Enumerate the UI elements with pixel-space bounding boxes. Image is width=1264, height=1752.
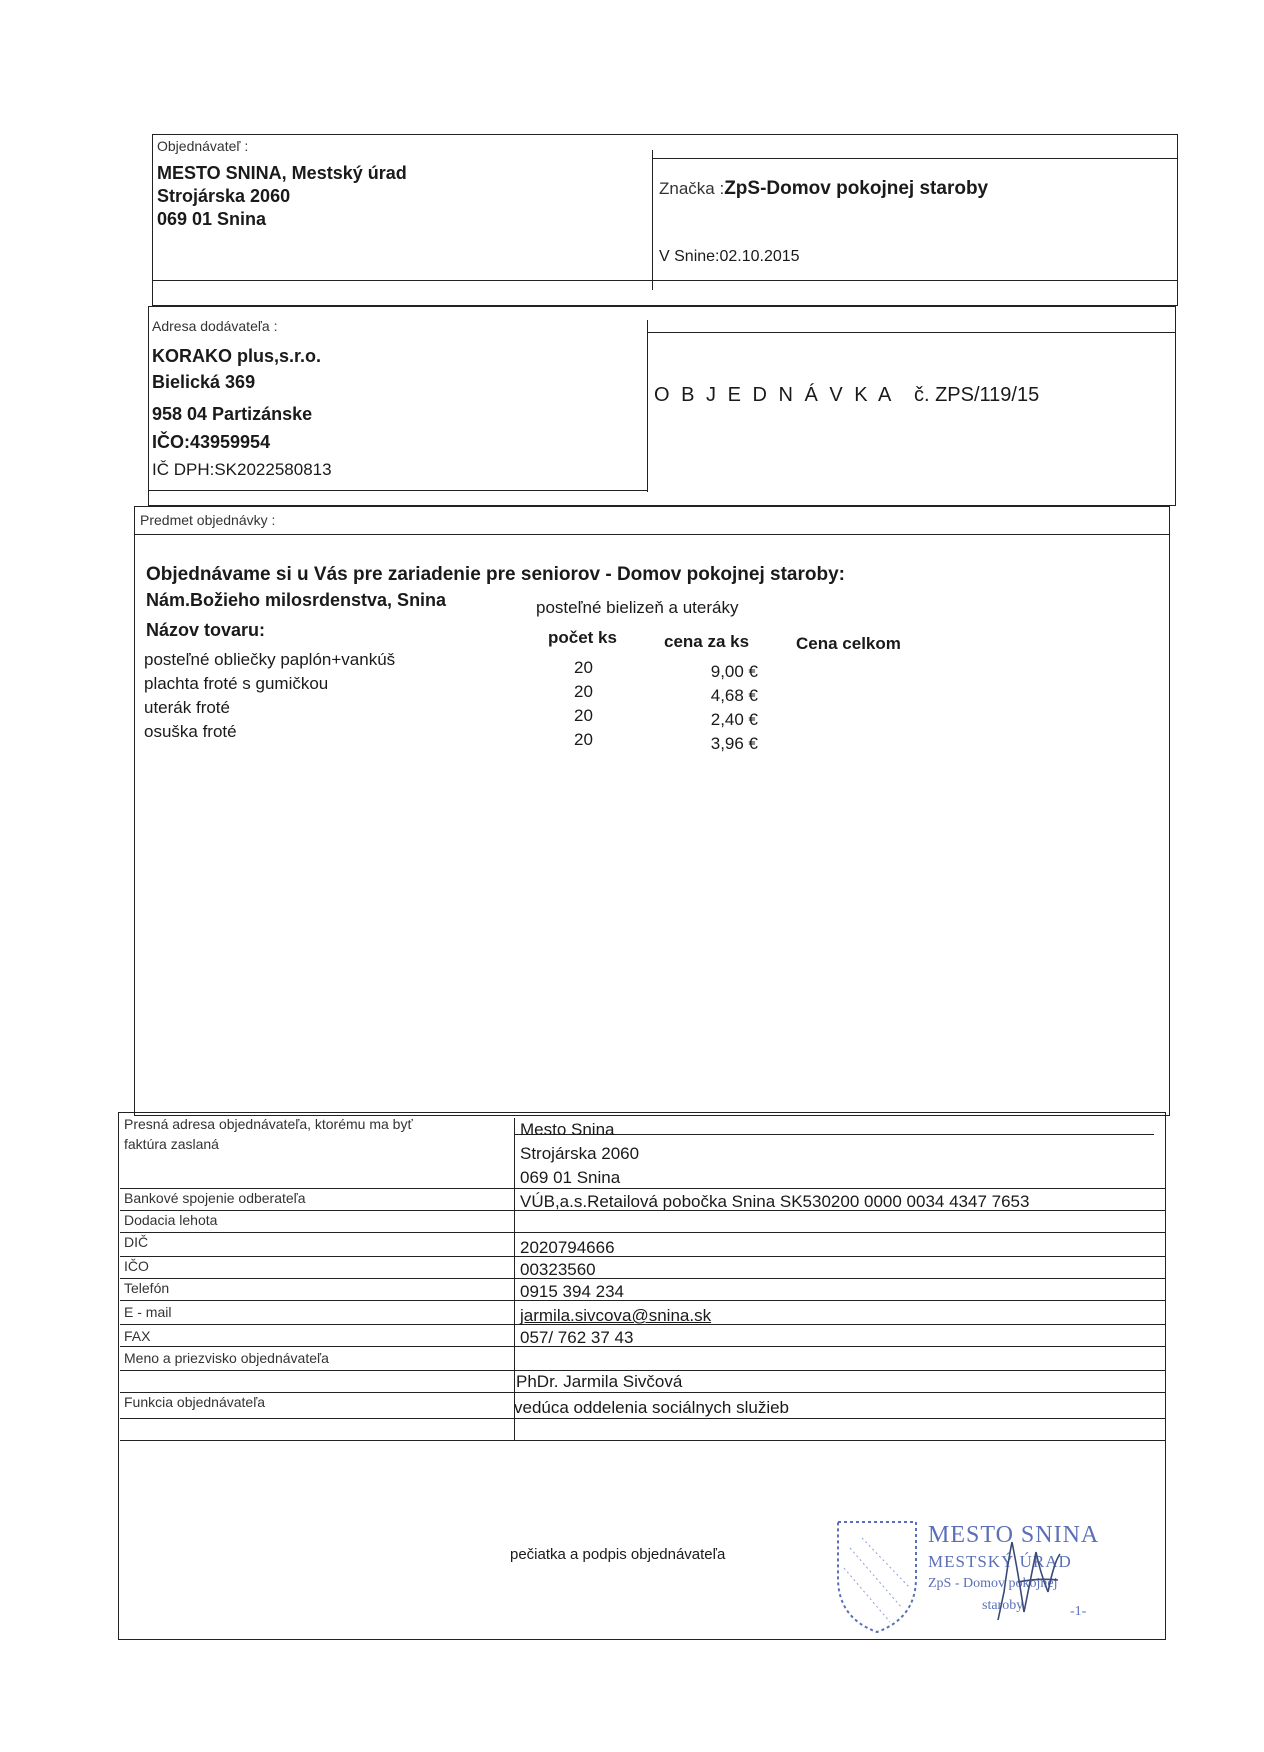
col-price-header: cena za ks: [664, 632, 750, 651]
header-inner-rule: [652, 158, 1178, 159]
official-stamp: [832, 1518, 1112, 1640]
supplier-name: KORAKO plus,s.r.o.: [152, 346, 322, 366]
footer-row-rule: [120, 1440, 1166, 1441]
stamp-line: MESTO SNINA: [928, 1522, 1100, 1548]
supplier-city: 958 04 Partizánske: [152, 404, 313, 424]
email-label: E - mail: [124, 1304, 172, 1320]
stamp-line: ZpS - Domov pokojnej: [928, 1576, 1058, 1591]
item-name: plachta froté s gumičkou: [144, 674, 329, 693]
item-name: posteľné obliečky paplón+vankúš: [144, 650, 396, 669]
item-name: uterák froté: [144, 698, 230, 717]
invoice-address-label-2: faktúra zaslaná: [124, 1136, 219, 1152]
reference: [659, 178, 988, 200]
ico-value: 00323560: [520, 1260, 596, 1279]
supplier-label: Adresa dodávateľa :: [152, 318, 278, 334]
stamp-line: -1-: [1070, 1604, 1087, 1619]
header-divider: [652, 150, 653, 290]
item-qty: 20: [574, 658, 593, 677]
item-qty: 20: [574, 730, 593, 749]
order-number: č. ZPS/119/15: [913, 384, 1040, 406]
footer-row-rule: [120, 1346, 1166, 1347]
bank-label: Bankové spojenie odberateľa: [124, 1190, 306, 1206]
stamp-line: staroby: [982, 1598, 1024, 1613]
orderer-city: 069 01 Snina: [157, 209, 267, 229]
coat-of-arms-icon: [832, 1518, 922, 1636]
email-value: jarmila.sivcova@snina.sk: [520, 1306, 712, 1325]
item-name: osuška froté: [144, 722, 237, 741]
footer-row-rule: [120, 1392, 1166, 1393]
phone-value: 0915 394 234: [520, 1282, 624, 1301]
order-title-text: O B J E D N Á V K A: [654, 384, 895, 406]
dic-value: 2020794666: [520, 1238, 615, 1257]
item-price: 9,00 €: [710, 662, 758, 681]
dic-label: DIČ: [124, 1234, 149, 1250]
supplier-divider: [647, 320, 648, 492]
fax-label: FAX: [124, 1328, 151, 1344]
signature-icon: [978, 1532, 1078, 1632]
invoice-address-label: Presná adresa objednávateľa, ktorému ma byť: [124, 1116, 413, 1132]
bank-value: VÚB,a.s.Retailová pobočka Snina SK530200 0000 0034 4347 7653: [520, 1192, 1030, 1211]
function-value: vedúca oddelenia sociálnych služieb: [514, 1398, 790, 1417]
function-label: Funkcia objednávateľa: [124, 1394, 266, 1410]
item-price: 3,96 €: [710, 734, 758, 753]
order-title: [654, 384, 1039, 407]
supplier-street: Bielická 369: [152, 372, 256, 392]
stamp-caption: pečiatka a podpis objednávateľa: [510, 1546, 726, 1563]
invoice-address-line: 069 01 Snina: [520, 1168, 621, 1187]
item-price: 2,40 €: [710, 710, 758, 729]
item-price: 4,68 €: [710, 686, 758, 705]
supplier-ico: IČO:43959954: [152, 432, 271, 452]
supplier-inner-rule: [647, 332, 1176, 333]
footer-row-rule: [120, 1232, 1166, 1233]
footer-row-rule: [120, 1370, 1166, 1371]
orderer-label: Objednávateľ :: [157, 138, 249, 154]
item-qty: 20: [574, 682, 593, 701]
goods-header: Názov tovaru:: [146, 620, 266, 640]
subject-rule: [134, 534, 1170, 535]
header-bottom-rule: [152, 280, 1178, 281]
subject-intro: Objednávame si u Vás pre zariadenie pre seniorov - Domov pokojnej staroby:: [146, 564, 845, 585]
subject-category: posteľné bielizeň a uteráky: [536, 598, 739, 617]
orderer-street: Strojárska 2060: [157, 186, 291, 206]
invoice-address-line: Mesto Snina: [520, 1120, 615, 1139]
item-qty: 20: [574, 706, 593, 725]
phone-label: Telefón: [124, 1280, 170, 1296]
supplier-bottom-rule: [148, 490, 648, 491]
subject-address: Nám.Božieho milosrdenstva, Snina: [146, 590, 447, 610]
footer-row-rule: [120, 1188, 1166, 1189]
place-date: V Snine:02.10.2015: [659, 248, 800, 265]
ico-label: IČO: [124, 1258, 149, 1274]
col-qty-header: počet ks: [548, 628, 617, 647]
reference-label: Značka :: [659, 179, 725, 198]
invoice-address-line: Strojárska 2060: [520, 1144, 640, 1163]
footer-row-rule: [120, 1278, 1166, 1279]
stamp-line: MESTSKÝ ÚRAD: [928, 1552, 1072, 1571]
fax-value: 057/ 762 37 43: [520, 1328, 634, 1347]
orderer-name: MESTO SNINA, Mestský úrad: [157, 163, 407, 183]
footer-row-rule: [120, 1300, 1166, 1301]
supplier-vat: IČ DPH:SK2022580813: [152, 460, 332, 479]
subject-label: Predmet objednávky :: [140, 512, 276, 528]
delivery-label: Dodacia lehota: [124, 1212, 218, 1228]
col-total-header: Cena celkom: [796, 634, 901, 653]
reference-value: ZpS-Domov pokojnej staroby: [724, 178, 989, 199]
name-label: Meno a priezvisko objednávateľa: [124, 1350, 329, 1366]
footer-row-rule: [120, 1418, 1166, 1419]
name-value: PhDr. Jarmila Sivčová: [516, 1372, 683, 1391]
footer-row-rule: [120, 1256, 1166, 1257]
